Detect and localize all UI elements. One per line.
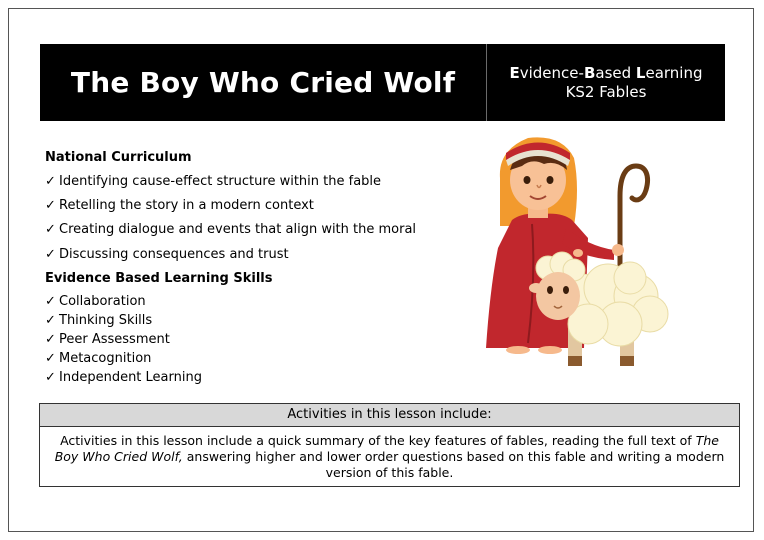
brand-name <box>509 64 702 83</box>
curriculum-item <box>45 198 314 213</box>
brand-part-e: E <box>509 63 520 82</box>
brand-block <box>487 44 725 121</box>
skill-item <box>45 332 170 347</box>
check-icon: ✓ <box>45 174 56 189</box>
brand-part-ased: ased <box>595 63 636 82</box>
fable-title-italic: The Boy Who Cried Wolf, <box>54 433 719 464</box>
curriculum-item <box>45 247 289 262</box>
skill-item <box>45 351 151 366</box>
check-icon: ✓ <box>45 247 56 262</box>
check-icon: ✓ <box>45 313 56 328</box>
activities-box <box>39 403 740 487</box>
activities-description <box>40 427 739 481</box>
curriculum-item <box>45 222 416 237</box>
skill-item <box>45 370 202 385</box>
skill-item-text: Collaboration <box>59 294 146 309</box>
curriculum-item-text: Discussing consequences and trust <box>59 247 289 262</box>
brand-part-vidence: vidence- <box>519 63 584 82</box>
brand-part-b: B <box>583 63 596 82</box>
check-icon: ✓ <box>45 294 56 309</box>
page-title: The Boy Who Cried Wolf <box>70 66 456 99</box>
skill-item-text: Peer Assessment <box>59 332 170 347</box>
skill-item <box>45 313 152 328</box>
curriculum-item-text: Retelling the story in a modern context <box>59 198 314 213</box>
skill-item-text: Metacognition <box>59 351 152 366</box>
check-icon: ✓ <box>45 198 56 213</box>
activities-text-prefix: Activities in this lesson include a quick summary of the key features of fables, reading the full text of <box>60 433 696 448</box>
curriculum-item-text: Creating dialogue and events that align with the moral <box>59 222 417 237</box>
header-banner <box>40 44 725 121</box>
check-icon: ✓ <box>45 222 56 237</box>
brand-subtitle: KS2 Fables <box>565 82 647 101</box>
check-icon: ✓ <box>45 370 56 385</box>
shepherd-boy-with-sheep-illustration <box>470 128 680 386</box>
curriculum-item <box>45 174 381 189</box>
skill-item <box>45 294 146 309</box>
brand-part-l: L <box>635 63 646 82</box>
activities-header: Activities in this lesson include: <box>40 404 739 427</box>
skill-item-text: Thinking Skills <box>59 313 153 328</box>
curriculum-item-text: Identifying cause-effect structure within the fable <box>59 174 382 189</box>
activities-text-suffix: answering higher and lower order questions based on this fable and writing a modern version of this fable. <box>182 449 725 480</box>
skill-item-text: Independent Learning <box>59 370 202 385</box>
check-icon: ✓ <box>45 351 56 366</box>
skills-heading: Evidence Based Learning Skills <box>45 271 273 286</box>
brand-part-earning: earning <box>645 63 703 82</box>
curriculum-heading: National Curriculum <box>45 150 192 165</box>
check-icon: ✓ <box>45 332 56 347</box>
